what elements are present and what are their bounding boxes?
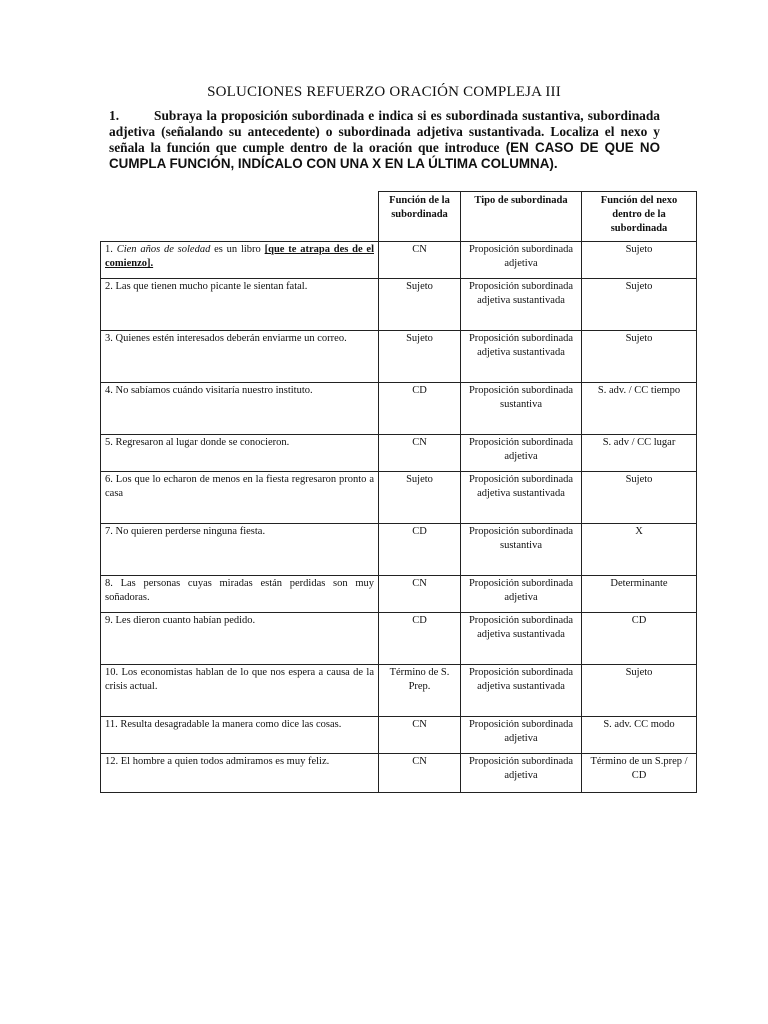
table-row [101,279,697,331]
funcion-cell: CD [379,524,461,576]
tipo-cell: Proposición subordinada adjetiva sustantivada [461,472,582,524]
sentence-cell: 12. El hombre a quien todos admiramos es muy feliz. [101,754,379,793]
nexo-cell: Sujeto [582,472,697,524]
exercise-number: 1. [109,108,120,123]
table-row [101,613,697,665]
nexo-cell: X [582,524,697,576]
funcion-cell: Término de S. Prep. [379,665,461,717]
tipo-cell: Proposición subordinada adjetiva sustantivada [461,279,582,331]
table-row [101,242,697,279]
funcion-cell: CN [379,242,461,279]
tipo-cell: Proposición subordinada sustantiva [461,383,582,435]
nexo-cell: S. adv. CC modo [582,717,697,754]
nexo-cell: Sujeto [582,331,697,383]
funcion-cell: CN [379,435,461,472]
sentence-cell: 10. Los economistas hablan de lo que nos espera a causa de la crisis actual. [101,665,379,717]
subordinate-clause: [que te atrapa des de el comienzo]. [105,244,375,269]
sentence-cell: 2. Las que tienen mucho picante le sientan fatal. [101,279,379,331]
tipo-cell: Proposición subordinada adjetiva [461,435,582,472]
instructions-text: Subraya la proposición subordinada e indica si es subordinada sustantiva, subordinada adjetiva (señalando su antecedente) o subordinada adjetiva sustantivada. Localiza el nexo y señala la función que cumple dentro de la oración que introduce [109,108,660,155]
sentence-cell: 9. Les dieron cuanto habían pedido. [101,613,379,665]
tipo-cell: Proposición subordinada adjetiva [461,242,582,279]
nexo-cell: Término de un S.prep / CD [582,754,697,793]
page-title: SOLUCIONES REFUERZO ORACIÓN COMPLEJA III [207,84,561,100]
nexo-cell: S. adv / CC lugar [582,435,697,472]
funcion-cell: CD [379,613,461,665]
funcion-cell: CN [379,754,461,793]
sentence-cell: 4. No sabíamos cuándo visitaría nuestro instituto. [101,383,379,435]
table-row [101,717,697,754]
sentence-text: es un libro [210,244,265,255]
sentence-number: 1. [105,244,117,255]
header-tipo-subordinada: Tipo de subordinada [461,192,582,242]
sentence-cell: 5. Regresaron al lugar donde se conocieron. [101,435,379,472]
tipo-cell: Proposición subordinada adjetiva [461,576,582,613]
sentence-cell: 8. Las personas cuyas miradas están perdidas son muy soñadoras. [101,576,379,613]
nexo-cell: CD [582,613,697,665]
header-funcion-nexo: Función del nexo dentro de la subordinada [582,192,697,242]
table-row [101,754,697,793]
tipo-cell: Proposición subordinada sustantiva [461,524,582,576]
instructions-caps-text: (EN CASO DE QUE NO CUMPLA FUNCIÓN, INDÍCALO CON UNA X EN LA ÚLTIMA COLUMNA). [109,140,661,171]
answers-table [100,191,697,793]
table-row [101,435,697,472]
table-row [101,665,697,717]
sentence-cell: 11. Resulta desagradable la manera como dice las cosas. [101,717,379,754]
book-title: Cien años de soledad [116,244,211,255]
nexo-cell: S. adv. / CC tiempo [582,383,697,435]
tipo-cell: Proposición subordinada adjetiva sustantivada [461,331,582,383]
table-row [101,472,697,524]
tipo-cell: Proposición subordinada adjetiva [461,754,582,793]
sentence-cell: 7. No quieren perderse ninguna fiesta. [101,524,379,576]
sentence-cell: 3. Quienes estén interesados deberán enviarme un correo. [101,331,379,383]
funcion-cell: Sujeto [379,472,461,524]
funcion-cell: CN [379,576,461,613]
funcion-cell: CN [379,717,461,754]
header-funcion-subordinada: Función de la subordinada [379,192,461,242]
nexo-cell: Sujeto [582,665,697,717]
nexo-cell: Sujeto [582,279,697,331]
funcion-cell: CD [379,383,461,435]
funcion-cell: Sujeto [379,331,461,383]
funcion-cell: Sujeto [379,279,461,331]
tipo-cell: Proposición subordinada adjetiva sustantivada [461,613,582,665]
nexo-cell: Determinante [582,576,697,613]
sentence-cell [101,242,379,279]
table-header-row [101,192,697,242]
table-row [101,383,697,435]
sentence-cell: 6. Los que lo echaron de menos en la fiesta regresaron pronto a casa [101,472,379,524]
table-row [101,331,697,383]
tipo-cell: Proposición subordinada adjetiva [461,717,582,754]
table-row [101,576,697,613]
exercise-instructions [109,108,660,172]
nexo-cell: Sujeto [582,242,697,279]
header-blank-cell [101,192,379,242]
tipo-cell: Proposición subordinada adjetiva sustantivada [461,665,582,717]
table-row [101,524,697,576]
